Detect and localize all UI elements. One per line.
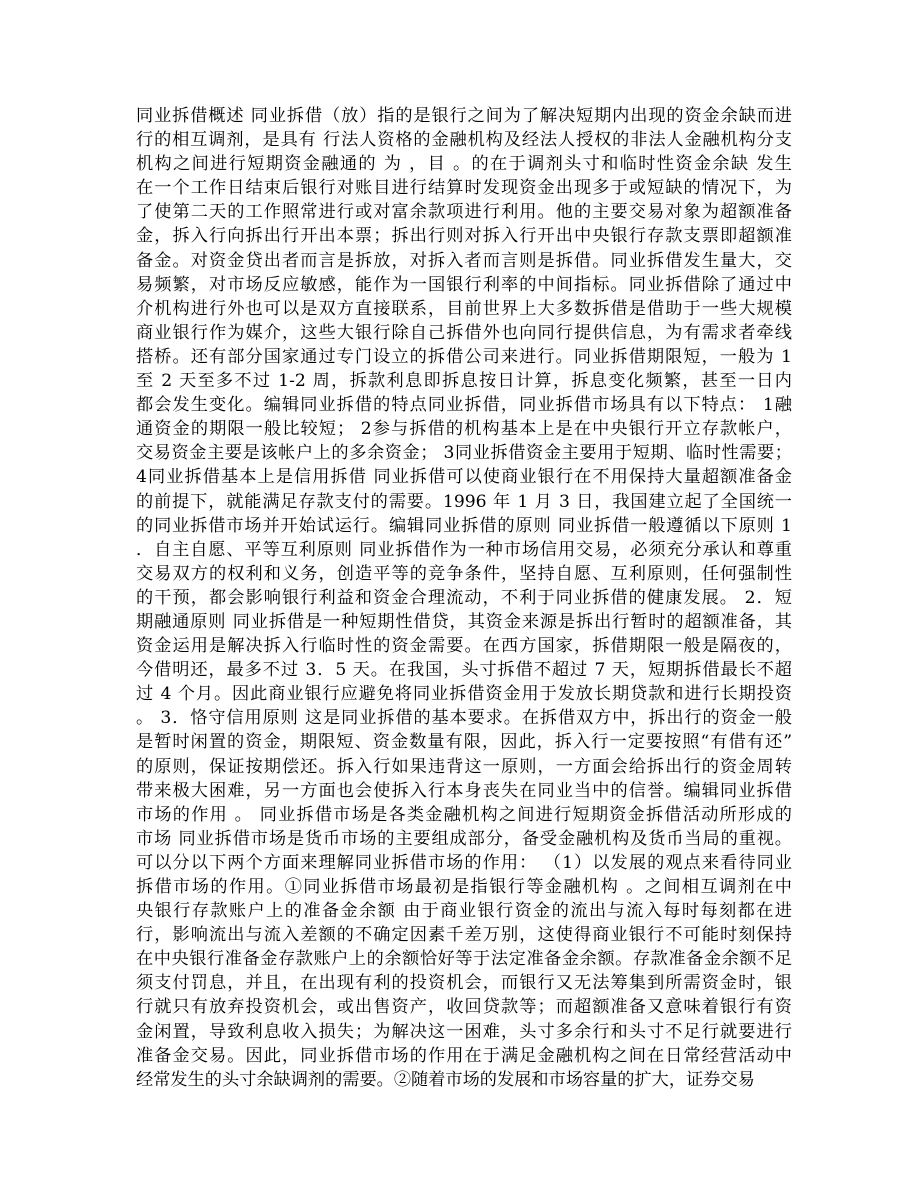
text-line: 介机构进行外也可以是双方直接联系，目前世界上大多数拆借是借助于一些大规模 bbox=[136, 298, 792, 319]
text-line: 了使第二天的工作照常进行或对富余款项进行利用。他的主要交易对象为超额准备 bbox=[136, 202, 792, 223]
text-line: 备金。对资金贷出者而言是拆放，对拆入者而言则是拆借。同业拆借发生量大，交 bbox=[136, 250, 792, 271]
text-line: 市场 同业拆借市场是货币市场的主要组成部分，备受金融机构及货币当局的重视。 bbox=[136, 828, 792, 849]
text-line: 在中央银行准备金存款账户上的余额恰好等于法定准备金余额。存款准备金余额不足 bbox=[136, 949, 792, 970]
text-line: 今借明还，最多不过 3．5 天。在我国，头寸拆借不超过 7 天，短期拆借最长不超 bbox=[136, 660, 792, 681]
text-line: 。 3．恪守信用原则 这是同业拆借的基本要求。在拆借双方中，拆出行的资金一般 bbox=[136, 708, 792, 729]
text-line: 须支付罚息，并且，在出现有利的投资机会，而银行又无法筹集到所需资金时，银 bbox=[136, 973, 792, 994]
text-line: 资金运用是解决拆入行临时性的资金需要。在西方国家，拆借期限一般是隔夜的， bbox=[136, 636, 792, 657]
text-line: 的干预，都会影响银行利益和资金合理流动，不利于同业拆借的健康发展。 2．短 bbox=[136, 587, 792, 608]
text-line: 金，拆入行向拆出行开出本票；拆出行则对拆入行开出中央银行存款支票即超额准 bbox=[136, 226, 792, 247]
text-line: 经常发生的头寸余缺调剂的需要。②随着市场的发展和市场容量的扩大，证券交易 bbox=[136, 1069, 755, 1090]
text-line: 行就只有放弃投资机会，或出售资产，收回贷款等；而超额准备又意味着银行有资 bbox=[136, 997, 792, 1018]
text-line: 在一个工作日结束后银行对账目进行结算时发现资金出现多于或短缺的情况下，为 bbox=[136, 178, 792, 199]
text-line: 通资金的期限一般比较短； 2参与拆借的机构基本上是在中央银行开立存款帐户， bbox=[136, 419, 792, 440]
text-line: ．自主自愿、平等互利原则 同业拆借作为一种市场信用交易，必须充分承认和尊重 bbox=[136, 539, 792, 560]
text-line: 行的相互调剂，是具有 行法人资格的金融机构及经法人授权的非法人金融机构分支 bbox=[136, 130, 792, 151]
text-line: 金闲置，导致利息收入损失；为解决这一困难，头寸多余行和头寸不足行就要进行 bbox=[136, 1021, 792, 1042]
text-line: 同业拆借概述 同业拆借（放）指的是银行之间为了解决短期内出现的资金余缺而进 bbox=[136, 106, 792, 126]
text-line: 搭桥。还有部分国家通过专门设立的拆借公司来进行。同业拆借期限短，一般为 1 bbox=[136, 346, 792, 367]
text-line: 行，影响流出与流入差额的不确定因素千差万别，这使得商业银行不可能时刻保持 bbox=[136, 925, 792, 946]
text-line: 商业银行作为媒介，这些大银行除自己拆借外也向同行提供信息，为有需求者牵线 bbox=[136, 322, 792, 343]
text-line: 易频繁，对市场反应敏感，能作为一国银行利率的中间指标。同业拆借除了通过中 bbox=[136, 274, 792, 295]
text-line: 过 4 个月。因此商业银行应避免将同业拆借资金用于发放长期贷款和进行长期投资 bbox=[136, 684, 792, 705]
text-line: 机构之间进行短期资金融通的 为 ，目 。的在于调剂头寸和临时性资金余缺 发生 bbox=[136, 154, 792, 175]
text-line: 4同业拆借基本上是信用拆借 同业拆借可以使商业银行在不用保持大量超额准备金 bbox=[136, 467, 792, 488]
text-line: 带来极大困难，另一方面也会使拆入行本身丧失在同业当中的信誉。编辑同业拆借 bbox=[136, 780, 792, 801]
text-line: 的前提下，就能满足存款支付的需要。1996 年 1 月 3 日，我国建立起了全国统一 bbox=[136, 491, 792, 512]
text-line: 是暂时闲置的资金，期限短、资金数量有限，因此，拆入行一定要按照“有借有还” bbox=[136, 732, 792, 753]
text-line: 拆借市场的作用。①同业拆借市场最初是指银行等金融机构 。之间相互调剂在中 bbox=[136, 877, 792, 897]
text-line: 至 2 天至多不过 1-2 周，拆款利息即拆息按日计算，拆息变化频繁，甚至一日内 bbox=[136, 371, 792, 392]
text-line: 准备金交易。因此，同业拆借市场的作用在于满足金融机构之间在日常经营活动中 bbox=[136, 1045, 792, 1066]
text-line: 可以分以下两个方面来理解同业拆借市场的作用： （1）以发展的观点来看待同业 bbox=[136, 852, 792, 873]
text-line: 市场的作用 。 同业拆借市场是各类金融机构之间进行短期资金拆借活动所形成的 bbox=[136, 804, 792, 825]
text-line: 交易双方的权利和义务，创造平等的竞争条件，坚持自愿、互利原则，任何强制性 bbox=[136, 563, 792, 584]
text-line: 的同业拆借市场并开始试运行。编辑同业拆借的原则 同业拆借一般遵循以下原则 1 bbox=[136, 515, 792, 536]
text-line: 央银行存款账户上的准备金余额 由于商业银行资金的流出与流入每时每刻都在进 bbox=[136, 901, 792, 922]
text-line: 都会发生变化。编辑同业拆借的特点同业拆借，同业拆借市场具有以下特点： 1融 bbox=[136, 395, 792, 416]
text-line: 期融通原则 同业拆借是一种短期性借贷，其资金来源是拆出行暂时的超额准备，其 bbox=[136, 611, 792, 632]
text-line: 交易资金主要是该帐户上的多余资金； 3同业拆借资金主要用于短期、临时性需要； bbox=[136, 443, 792, 464]
text-line: 的原则，保证按期偿还。拆入行如果违背这一原则，一方面会给拆出行的资金周转 bbox=[136, 756, 792, 777]
document-body bbox=[136, 104, 792, 1092]
